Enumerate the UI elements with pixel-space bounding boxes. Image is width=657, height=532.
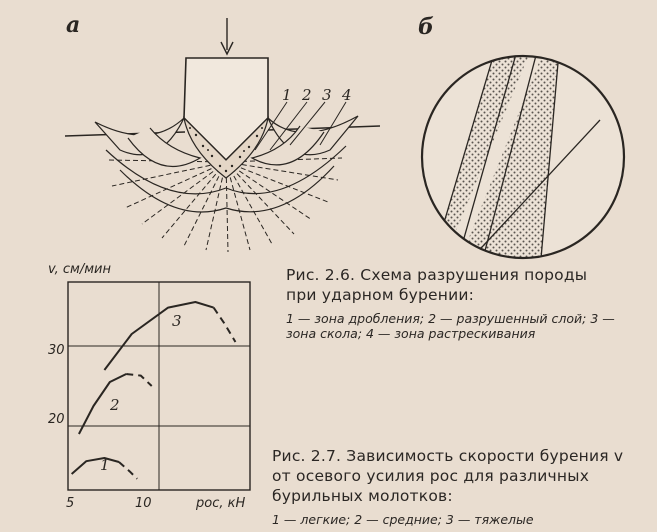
- y-tick-20: 20: [48, 412, 65, 427]
- curve-label-1: 1: [100, 456, 110, 474]
- series-3-dashed: [214, 308, 236, 342]
- y-tick-30: 30: [48, 343, 65, 358]
- x-axis-label: pос, кН: [196, 496, 246, 511]
- x-tick-10: 10: [135, 496, 152, 511]
- impact-arrow: [221, 18, 233, 54]
- series-1-solid: [72, 458, 119, 474]
- zone-number-3: 3: [322, 86, 332, 104]
- figure-26-title: Рис. 2.6. Схема разрушения породы при ударном бурении:: [286, 266, 588, 304]
- y-axis-label: v, см/мин: [48, 262, 111, 277]
- velocity-chart: [68, 282, 250, 490]
- figure-27-caption: [272, 446, 632, 527]
- microscale-section: [420, 40, 630, 270]
- figure-26-legend: 1 — зона дробления; 2 — разрушенный слой; 3 — зона скола; 4 — зона растрескивания: [286, 311, 615, 341]
- zone-number-4: 4: [342, 86, 352, 104]
- figure-27-title: Рис. 2.7. Зависимость скорости бурения v от осевого усилия pос для различных бурильных молотков:: [272, 447, 624, 505]
- curve-label-2: 2: [110, 396, 120, 414]
- curve-label-3: 3: [172, 312, 182, 330]
- figure-27-legend: 1 — легкие; 2 — средние; 3 — тяжелые: [272, 512, 534, 527]
- series-2-dashed: [126, 374, 151, 386]
- figure-label-a: а: [66, 12, 81, 38]
- series-1-dashed: [119, 462, 137, 479]
- zone-number-1: 1: [282, 86, 292, 104]
- figure-label-b: б: [418, 14, 434, 40]
- zone-number-2: 2: [302, 86, 312, 104]
- x-tick-5: 5: [66, 496, 75, 511]
- figure-26-caption: [286, 265, 616, 341]
